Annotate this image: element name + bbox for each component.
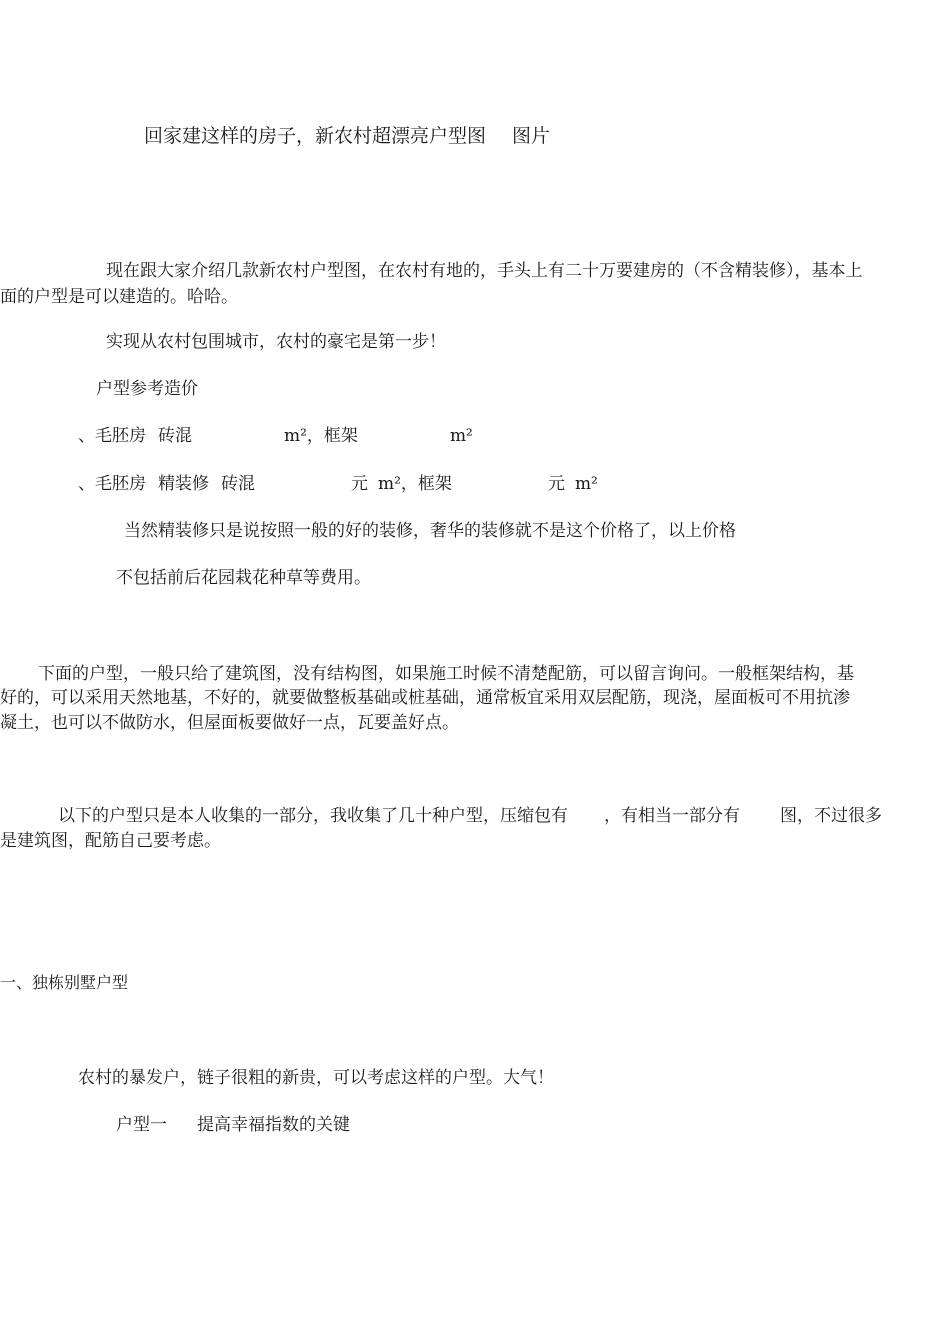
collection-part-1: 以下的户型只是本人收集的一部分，我收集了几十种户型，压缩包有	[58, 806, 568, 826]
cost-row-2-unit2: m²，框架	[378, 474, 452, 494]
house-type-name: 提高幸福指数的关键	[197, 1115, 350, 1135]
structure-line-2: 好的，可以采用天然地基，不好的，就要做整板基础或桩基础，通常板宜采用双层配筋，现浇，屋面板可不用抗渗	[0, 688, 850, 708]
cost-heading: 户型参考造价	[96, 379, 198, 399]
cost-note-2: 不包括前后花园栽花种草等费用。	[116, 568, 371, 588]
title-suffix: 图片	[512, 125, 551, 147]
section-description: 农村的暴发户，链子很粗的新贵，可以考虑这样的户型。大气！	[78, 1068, 554, 1088]
collection-line-2: 是建筑图，配筋自己要考虑。	[0, 831, 221, 851]
slogan: 实现从农村包围城市，农村的豪宅是第一步！	[106, 332, 446, 352]
cost-row-1-label: 、毛胚房	[78, 426, 146, 446]
cost-row-2-unit1: 元	[351, 474, 368, 494]
house-type-title	[116, 1113, 350, 1137]
section-heading: 一、独栋别墅户型	[0, 973, 129, 992]
page-title	[144, 124, 550, 148]
collection-part-3: 图，不过很多	[780, 806, 882, 826]
structure-line-3: 凝土，也可以不做防水，但屋面板要做好一点，瓦要盖好点。	[0, 713, 459, 733]
cost-row-2-unit3: 元	[547, 474, 565, 494]
collection-line-1	[58, 804, 882, 828]
cost-row-1-unit2: m²	[449, 426, 473, 446]
collection-part-2: ，有相当一部分有	[604, 806, 740, 826]
cost-row-2	[78, 472, 598, 496]
title-main: 回家建这样的房子，新农村超漂亮户型图	[144, 125, 487, 147]
cost-note-1: 当然精装修只是说按照一般的好的装修，奢华的装修就不是这个价格了，以上价格	[124, 521, 736, 541]
cost-row-2-unit4: m²	[574, 474, 598, 494]
structure-line-1: 下面的户型，一般只给了建筑图，没有结构图，如果施工时候不清楚配筋，可以留言询问。一般框架结构，基	[38, 664, 854, 684]
cost-row-1-brick: 砖混	[158, 426, 192, 446]
intro-line-1: 现在跟大家介绍几款新农村户型图，在农村有地的，手头上有二十万要建房的（不含精装修），基本上	[106, 261, 863, 281]
cost-row-1-unit1: m²，框架	[284, 426, 358, 446]
cost-row-2-finish: 精装修	[158, 474, 209, 494]
house-type-label: 户型一	[116, 1115, 167, 1135]
intro-line-2: 面的户型是可以建造的。哈哈。	[0, 287, 238, 307]
cost-row-2-brick: 砖混	[221, 474, 255, 494]
cost-row-2-label: 、毛胚房	[78, 474, 146, 494]
cost-row-1	[78, 424, 473, 448]
